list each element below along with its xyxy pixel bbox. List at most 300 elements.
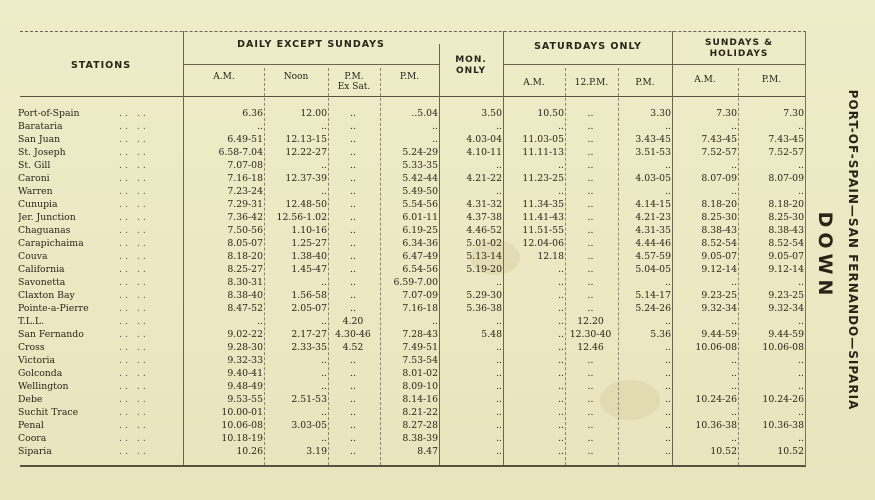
time-daily-pm-ex-sat: .. <box>350 134 356 145</box>
time-hol-pm: 7.30 <box>783 108 804 119</box>
time-daily-pm: 8.38-39 <box>402 433 438 444</box>
time-daily-noon: .. <box>321 407 327 418</box>
leader-dots: .. .. <box>119 160 149 171</box>
time-daily-noon: .. <box>321 121 327 132</box>
time-daily-pm: 5.54-56 <box>402 199 438 210</box>
time-sat-pm: 4.44-46 <box>635 238 671 249</box>
time-hol-pm: .. <box>798 407 804 418</box>
time-daily-am: 6.58-7.04 <box>218 147 263 158</box>
time-daily-pm-ex-sat: .. <box>350 212 356 223</box>
time-hol-am: 8.52-54 <box>701 238 737 249</box>
station-name: Jer. Junction <box>18 212 76 223</box>
time-daily-pm-ex-sat: .. <box>350 394 356 405</box>
station-name: Victoria <box>18 355 56 366</box>
time-sat-12pm: .. <box>587 186 594 197</box>
time-daily-pm-ex-sat: .. <box>350 290 356 301</box>
time-sat-am: .. <box>558 368 564 379</box>
time-hol-am: 8.25-30 <box>701 212 737 223</box>
time-daily-am: 8.47-52 <box>227 303 263 314</box>
time-hol-pm: 9.05-07 <box>768 251 804 262</box>
time-mon-only: .. <box>496 433 502 444</box>
time-sat-12pm: .. <box>587 446 594 457</box>
time-daily-noon: 2.05-07 <box>291 303 327 314</box>
time-mon-only: 5.13-14 <box>466 251 502 262</box>
time-sat-pm: .. <box>665 433 671 444</box>
time-daily-pm-ex-sat: 4.20 <box>342 316 364 327</box>
time-sat-am: .. <box>558 420 564 431</box>
leader-dots: .. .. <box>119 238 149 249</box>
time-hol-am: 10.06-08 <box>695 342 737 353</box>
station-name: Caroni <box>18 173 50 184</box>
time-hol-pm: 7.52-57 <box>768 147 804 158</box>
time-sat-12pm: .. <box>587 238 594 249</box>
table-row <box>18 133 804 146</box>
time-hol-am: 9.12-14 <box>701 264 737 275</box>
time-daily-pm-ex-sat: .. <box>350 199 356 210</box>
leader-dots: .. .. <box>119 355 149 366</box>
leader-dots: .. .. <box>119 264 149 275</box>
time-daily-pm-ex-sat: .. <box>350 407 356 418</box>
time-daily-noon: .. <box>321 381 327 392</box>
station-name: Barataria <box>18 121 63 132</box>
table-row <box>18 159 804 172</box>
time-daily-am: 7.29-31 <box>227 199 263 210</box>
table-row <box>18 211 804 224</box>
time-mon-only: 5.48 <box>481 329 502 340</box>
time-daily-noon: 12.48-50 <box>285 199 327 210</box>
time-daily-pm-ex-sat: .. <box>350 303 356 314</box>
time-daily-noon: .. <box>321 316 327 327</box>
subheader-daily-am: A.M. <box>213 72 235 82</box>
time-mon-only: .. <box>496 355 502 366</box>
subheader-sat-am: A.M. <box>523 78 545 88</box>
time-hol-pm: .. <box>798 381 804 392</box>
time-sat-am: .. <box>558 394 564 405</box>
time-sat-pm: .. <box>665 160 671 171</box>
station-name: Wellington <box>18 381 69 392</box>
time-daily-pm: 5.42-44 <box>402 173 438 184</box>
time-sat-am: .. <box>558 407 564 418</box>
table-row <box>18 276 804 289</box>
time-daily-pm-ex-sat: .. <box>350 108 356 119</box>
time-hol-am: 7.43-45 <box>701 134 737 145</box>
group-rule <box>183 64 439 65</box>
time-daily-pm-ex-sat: .. <box>350 147 356 158</box>
time-daily-am: .. <box>257 121 263 132</box>
time-hol-pm: 9.32-34 <box>768 303 804 314</box>
time-daily-pm-ex-sat: .. <box>350 186 356 197</box>
leader-dots: .. .. <box>119 108 149 119</box>
header-rule <box>20 96 806 97</box>
time-daily-am: 7.50-56 <box>227 225 263 236</box>
time-mon-only: .. <box>496 407 502 418</box>
time-mon-only: 4.31-32 <box>466 199 502 210</box>
time-hol-am: .. <box>731 368 737 379</box>
station-name: San Fernando <box>18 329 84 340</box>
time-hol-am: .. <box>731 160 737 171</box>
time-sat-pm: 4.21-23 <box>635 212 671 223</box>
time-sat-am: .. <box>558 381 564 392</box>
timetable-body <box>18 107 804 458</box>
time-daily-pm-ex-sat: .. <box>350 264 356 275</box>
time-daily-am: 7.23-24 <box>227 186 263 197</box>
time-mon-only: .. <box>496 368 502 379</box>
time-daily-pm-ex-sat: .. <box>350 251 356 262</box>
time-daily-noon: .. <box>321 160 327 171</box>
station-name: Port-of-Spain <box>18 108 80 119</box>
table-row <box>18 445 804 458</box>
subheader-daily-pm-ex-sat-line2: Ex Sat. <box>337 82 371 92</box>
leader-dots: .. .. <box>119 446 149 457</box>
station-name: Claxton Bay <box>18 290 75 301</box>
time-mon-only: .. <box>496 121 502 132</box>
leader-dots: .. .. <box>119 420 149 431</box>
time-daily-pm: 6.34-36 <box>402 238 438 249</box>
leader-dots: .. .. <box>119 212 149 223</box>
time-sat-12pm: .. <box>587 290 594 301</box>
time-daily-noon: 12.37-39 <box>285 173 327 184</box>
time-daily-pm: 8.09-10 <box>402 381 438 392</box>
time-daily-pm-ex-sat: .. <box>350 160 356 171</box>
table-row <box>18 315 804 328</box>
time-sat-pm: .. <box>665 277 671 288</box>
table-row <box>18 237 804 250</box>
subheader-daily-noon: Noon <box>283 72 309 82</box>
station-name: California <box>18 264 65 275</box>
time-sat-12pm: .. <box>587 264 594 275</box>
time-daily-noon: 1.56-58 <box>291 290 327 301</box>
bottom-rule <box>20 465 806 467</box>
group-rule <box>503 64 672 65</box>
time-sat-pm: 3.30 <box>650 108 671 119</box>
time-daily-noon: .. <box>321 355 327 366</box>
time-daily-am: 10.18-19 <box>221 433 263 444</box>
time-sat-pm: .. <box>665 446 671 457</box>
time-hol-pm: 9.23-25 <box>768 290 804 301</box>
time-sat-12pm: .. <box>587 212 594 223</box>
time-sat-am: .. <box>558 121 564 132</box>
time-daily-pm: 6.54-56 <box>402 264 438 275</box>
time-hol-pm: 8.25-30 <box>768 212 804 223</box>
station-name: Carapichaima <box>18 238 84 249</box>
time-sat-pm: 4.14-15 <box>635 199 671 210</box>
time-daily-am: 10.06-08 <box>221 420 263 431</box>
time-mon-only: .. <box>496 420 502 431</box>
time-sat-12pm: .. <box>587 420 594 431</box>
table-row <box>18 302 804 315</box>
time-sat-pm: 3.43-45 <box>635 134 671 145</box>
time-hol-am: .. <box>731 355 737 366</box>
time-sat-am: .. <box>558 160 564 171</box>
time-sat-12pm: .. <box>587 433 594 444</box>
time-sat-12pm: .. <box>587 381 594 392</box>
leader-dots: .. .. <box>119 368 149 379</box>
table-row <box>18 380 804 393</box>
time-sat-12pm: .. <box>587 121 594 132</box>
time-daily-pm-ex-sat: 4.30-46 <box>335 329 371 340</box>
time-sat-pm: .. <box>665 368 671 379</box>
station-name: Couva <box>18 251 48 262</box>
time-hol-pm: 10.06-08 <box>762 342 804 353</box>
time-daily-pm-ex-sat: .. <box>350 173 356 184</box>
header-stations: STATIONS <box>70 60 132 71</box>
time-sat-12pm: .. <box>587 277 594 288</box>
leader-dots: .. .. <box>119 407 149 418</box>
time-hol-pm: .. <box>798 368 804 379</box>
leader-dots: .. .. <box>119 329 149 340</box>
time-sat-am: .. <box>558 264 564 275</box>
time-daily-noon: .. <box>321 186 327 197</box>
time-sat-12pm: 12.20 <box>577 316 604 327</box>
table-row <box>18 198 804 211</box>
time-daily-am: 8.18-20 <box>227 251 263 262</box>
time-sat-12pm: .. <box>587 407 594 418</box>
time-daily-pm: 7.53-54 <box>402 355 438 366</box>
time-daily-noon: 2.33-35 <box>291 342 327 353</box>
time-hol-pm: .. <box>798 355 804 366</box>
time-sat-12pm: .. <box>587 368 594 379</box>
time-daily-pm: 5.49-50 <box>402 186 438 197</box>
time-hol-am: 9.32-34 <box>701 303 737 314</box>
time-daily-pm: 6.01-11 <box>402 212 438 223</box>
time-hol-pm: 9.44-59 <box>768 329 804 340</box>
time-hol-am: 7.30 <box>716 108 737 119</box>
time-hol-am: 7.52-57 <box>701 147 737 158</box>
time-sat-pm: .. <box>665 381 671 392</box>
leader-dots: .. .. <box>119 433 149 444</box>
table-row <box>18 432 804 445</box>
time-sat-am: .. <box>558 290 564 301</box>
time-daily-am: 7.16-18 <box>227 173 263 184</box>
time-daily-pm-ex-sat: .. <box>350 381 356 392</box>
time-hol-am: .. <box>731 186 737 197</box>
time-daily-pm-ex-sat: .. <box>350 433 356 444</box>
direction-label: DOWN <box>814 211 836 301</box>
time-sat-am: .. <box>558 342 564 353</box>
time-sat-12pm: .. <box>587 199 594 210</box>
time-sat-pm: 4.31-35 <box>635 225 671 236</box>
time-hol-pm: 8.38-43 <box>768 225 804 236</box>
time-daily-noon: 12.56-1.02 <box>276 212 327 223</box>
time-sat-am: .. <box>558 329 564 340</box>
time-sat-pm: 4.03-05 <box>635 173 671 184</box>
time-hol-am: .. <box>731 433 737 444</box>
time-mon-only: .. <box>496 394 502 405</box>
time-mon-only: 5.36-38 <box>466 303 502 314</box>
time-hol-am: .. <box>731 381 737 392</box>
station-name: St. Gill <box>18 160 51 171</box>
group-rule <box>672 64 805 65</box>
subheader-sat-12pm: 12.P.M. <box>574 78 609 88</box>
time-mon-only: 4.46-52 <box>466 225 502 236</box>
leader-dots: .. .. <box>119 121 149 132</box>
time-sat-am: 11.51-55 <box>522 225 564 236</box>
time-mon-only: 4.10-11 <box>466 147 502 158</box>
table-row <box>18 341 804 354</box>
time-daily-am: 6.36 <box>242 108 263 119</box>
station-name: Savonetta <box>18 277 66 288</box>
time-sat-pm: 3.51-53 <box>635 147 671 158</box>
leader-dots: .. .. <box>119 381 149 392</box>
time-sat-pm: .. <box>665 394 671 405</box>
time-daily-pm: 5.33-35 <box>402 160 438 171</box>
time-daily-pm-ex-sat: .. <box>350 277 356 288</box>
time-daily-am: 9.48-49 <box>227 381 263 392</box>
table-row <box>18 328 804 341</box>
time-daily-noon: 1.10-16 <box>291 225 327 236</box>
table-row <box>18 354 804 367</box>
time-daily-pm: 8.14-16 <box>402 394 438 405</box>
time-daily-pm-ex-sat: .. <box>350 446 356 457</box>
time-daily-pm: ..5.04 <box>411 108 438 119</box>
leader-dots: .. .. <box>119 186 149 197</box>
time-daily-pm-ex-sat: .. <box>350 368 356 379</box>
time-hol-pm: 7.43-45 <box>768 134 804 145</box>
time-hol-pm: 9.12-14 <box>768 264 804 275</box>
time-sat-12pm: .. <box>587 394 594 405</box>
time-daily-pm: .. <box>432 134 438 145</box>
time-daily-pm-ex-sat: .. <box>350 420 356 431</box>
time-sat-pm: .. <box>665 186 671 197</box>
time-daily-am: 9.28-30 <box>227 342 263 353</box>
time-hol-am: .. <box>731 407 737 418</box>
time-daily-noon: 1.38-40 <box>291 251 327 262</box>
time-daily-noon: 12.22-27 <box>285 147 327 158</box>
header-sundays-holidays: SUNDAYS & HOLIDAYS <box>705 38 773 59</box>
leader-dots: .. .. <box>119 225 149 236</box>
table-row <box>18 107 804 120</box>
time-sat-am: .. <box>558 277 564 288</box>
time-hol-pm: 10.52 <box>777 446 804 457</box>
time-sat-12pm: .. <box>587 303 594 314</box>
time-daily-noon: .. <box>321 433 327 444</box>
time-hol-pm: .. <box>798 316 804 327</box>
time-mon-only: .. <box>496 186 502 197</box>
time-mon-only: 4.37-38 <box>466 212 502 223</box>
time-daily-noon: 2.51-53 <box>291 394 327 405</box>
station-name: Siparia <box>18 446 52 457</box>
time-daily-pm: .. <box>432 121 438 132</box>
time-sat-12pm: .. <box>587 173 594 184</box>
time-hol-am: 8.38-43 <box>701 225 737 236</box>
time-daily-pm: 7.49-51 <box>402 342 438 353</box>
time-hol-am: 9.23-25 <box>701 290 737 301</box>
station-name: T.L.L. <box>18 316 45 327</box>
time-daily-pm: .. <box>432 316 438 327</box>
time-hol-pm: .. <box>798 433 804 444</box>
time-mon-only: 5.29-30 <box>466 290 502 301</box>
leader-dots: .. .. <box>119 147 149 158</box>
time-daily-pm: 6.59-7.00 <box>393 277 438 288</box>
subheader-hol-am: A.M. <box>694 75 716 85</box>
time-sat-pm: .. <box>665 121 671 132</box>
table-row <box>18 146 804 159</box>
time-daily-pm: 6.47-49 <box>402 251 438 262</box>
time-daily-pm-ex-sat: .. <box>350 355 356 366</box>
station-name: Debe <box>18 394 43 405</box>
station-name: St. Joseph <box>18 147 66 158</box>
right-rule <box>805 31 806 466</box>
time-daily-noon: .. <box>321 277 327 288</box>
time-daily-am: .. <box>257 316 263 327</box>
time-daily-pm: 7.28-43 <box>402 329 438 340</box>
time-daily-pm-ex-sat: 4.52 <box>342 342 364 353</box>
time-mon-only: 5.19-20 <box>466 264 502 275</box>
table-row <box>18 289 804 302</box>
time-daily-pm: 6.19-25 <box>402 225 438 236</box>
time-sat-12pm: .. <box>587 134 594 145</box>
time-hol-pm: .. <box>798 121 804 132</box>
time-daily-pm-ex-sat: .. <box>350 238 356 249</box>
time-sat-am: 11.41-43 <box>522 212 564 223</box>
time-sat-am: 11.11-13 <box>522 147 564 158</box>
time-daily-pm: 5.24-29 <box>402 147 438 158</box>
header-mon-only: MON. ONLY <box>455 55 487 76</box>
time-mon-only: .. <box>496 160 502 171</box>
time-sat-am: .. <box>558 316 564 327</box>
time-sat-am: 11.23-25 <box>522 173 564 184</box>
time-sat-pm: .. <box>665 420 671 431</box>
station-name: San Juan <box>18 134 61 145</box>
station-name: Warren <box>18 186 53 197</box>
table-row <box>18 120 804 133</box>
leader-dots: .. .. <box>119 342 149 353</box>
time-mon-only: .. <box>496 381 502 392</box>
leader-dots: .. .. <box>119 199 149 210</box>
time-sat-pm: 4.57-59 <box>635 251 671 262</box>
station-name: Penal <box>18 420 44 431</box>
table-row <box>18 367 804 380</box>
time-sat-12pm: .. <box>587 147 594 158</box>
time-hol-pm: .. <box>798 186 804 197</box>
leader-dots: .. .. <box>119 394 149 405</box>
time-mon-only: 4.03-04 <box>466 134 502 145</box>
time-sat-pm: .. <box>665 407 671 418</box>
time-daily-am: 10.00-01 <box>221 407 263 418</box>
station-name: Cross <box>18 342 45 353</box>
time-hol-pm: 10.24-26 <box>762 394 804 405</box>
time-mon-only: 4.21-22 <box>466 173 502 184</box>
time-daily-noon: 12.13-15 <box>285 134 327 145</box>
time-daily-pm: 8.01-02 <box>402 368 438 379</box>
leader-dots: .. .. <box>119 251 149 262</box>
time-daily-am: 6.49-51 <box>227 134 263 145</box>
time-daily-noon: 3.19 <box>306 446 327 457</box>
time-hol-pm: 8.52-54 <box>768 238 804 249</box>
time-daily-pm: 7.07-09 <box>402 290 438 301</box>
time-hol-pm: 8.18-20 <box>768 199 804 210</box>
time-daily-am: 8.05-07 <box>227 238 263 249</box>
time-sat-12pm: .. <box>587 355 594 366</box>
subheader-sat-pm: P.M. <box>635 78 655 88</box>
time-daily-am: 9.02-22 <box>227 329 263 340</box>
leader-dots: .. .. <box>119 303 149 314</box>
time-hol-am: 8.07-09 <box>701 173 737 184</box>
time-sat-am: 11.34-35 <box>522 199 564 210</box>
time-mon-only: .. <box>496 316 502 327</box>
time-sat-pm: 5.04-05 <box>635 264 671 275</box>
time-sat-pm: .. <box>665 316 671 327</box>
time-daily-pm: 8.27-28 <box>402 420 438 431</box>
time-daily-noon: 1.25-27 <box>291 238 327 249</box>
time-sat-12pm: .. <box>587 160 594 171</box>
time-sat-12pm: 12.46 <box>577 342 604 353</box>
table-row <box>18 419 804 432</box>
subheader-hol-pm: P.M. <box>761 75 782 85</box>
time-mon-only: .. <box>496 446 502 457</box>
leader-dots: .. .. <box>119 277 149 288</box>
leader-dots: .. .. <box>119 290 149 301</box>
